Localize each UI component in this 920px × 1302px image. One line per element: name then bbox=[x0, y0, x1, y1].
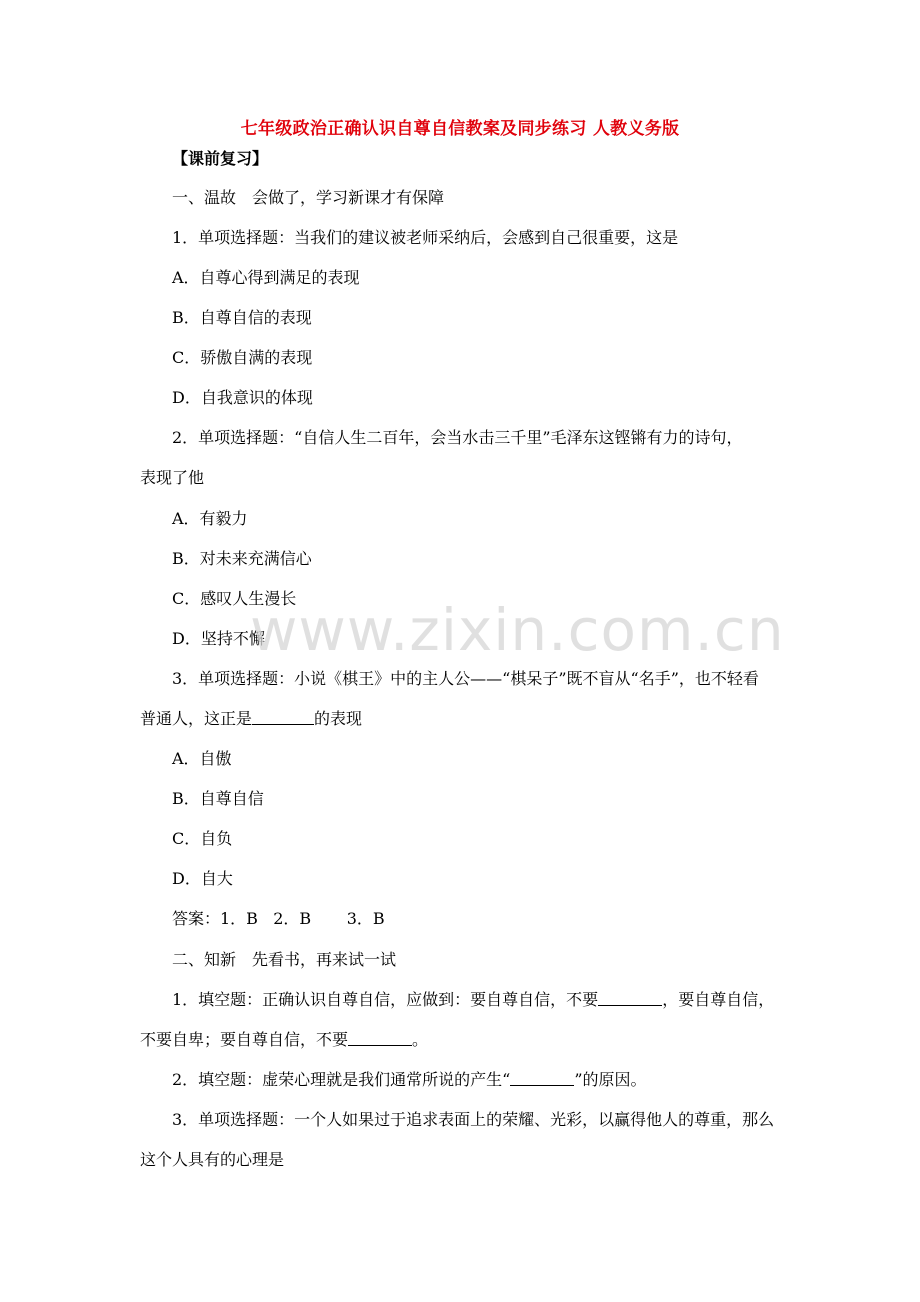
q1-option-a: A．自尊心得到满足的表现 bbox=[172, 268, 360, 287]
q3-stem-line2 bbox=[140, 708, 362, 730]
fill1-blank-1[interactable] bbox=[598, 989, 662, 1006]
q1-stem: 1．单项选择题：当我们的建议被老师采纳后，会感到自己很重要，这是 bbox=[172, 228, 679, 247]
watermark-text: www.zixin.com.cn bbox=[250, 596, 785, 664]
answer-key: 答案：1．B 2．B 3．B bbox=[172, 909, 385, 928]
part1-heading: 一、温故 会做了，学习新课才有保障 bbox=[172, 188, 445, 207]
q2-stem-line1: 2．单项选择题：“自信人生二百年，会当水击三千里”毛泽东这铿锵有力的诗句， bbox=[172, 428, 743, 447]
q4-stem-line2: 这个人具有的心理是 bbox=[140, 1150, 285, 1169]
part2-heading: 二、知新 先看书，再来试一试 bbox=[172, 950, 397, 969]
q2-stem-line2: 表现了他 bbox=[140, 468, 205, 487]
fill1-blank-2[interactable] bbox=[348, 1029, 412, 1046]
fill1-line2 bbox=[140, 1029, 428, 1051]
fill2-blank[interactable] bbox=[510, 1069, 574, 1086]
q2-option-a: A．有毅力 bbox=[172, 509, 248, 528]
section-header: 【课前复习】 bbox=[172, 149, 269, 168]
document-title: 七年级政治正确认识自尊自信教案及同步练习 人教义务版 bbox=[240, 119, 680, 139]
fill1-line2-post: 。 bbox=[412, 1030, 429, 1049]
q3-option-b: B．自尊自信 bbox=[172, 789, 264, 808]
q1-option-b: B．自尊自信的表现 bbox=[172, 308, 312, 327]
q1-option-c: C．骄傲自满的表现 bbox=[172, 348, 313, 367]
q2-option-c: C．感叹人生漫长 bbox=[172, 589, 297, 608]
fill2-text-post: ”的原因。 bbox=[574, 1070, 647, 1089]
fill1-line2-pre: 不要自卑；要自尊自信，不要 bbox=[140, 1030, 349, 1049]
q3-stem-line1: 3．单项选择题：小说《棋王》中的主人公——“棋呆子”既不盲从“名手”，也不轻看 bbox=[172, 669, 759, 688]
fill1-text-pre: 1．填空题：正确认识自尊自信，应做到：要自尊自信，不要 bbox=[172, 990, 599, 1009]
fill1-text-post: ，要自尊自信， bbox=[662, 990, 775, 1009]
q4-stem-line1: 3．单项选择题：一个人如果过于追求表面上的荣耀、光彩，以赢得他人的尊重，那么 bbox=[172, 1110, 775, 1129]
q1-option-d: D．自我意识的体现 bbox=[172, 388, 313, 407]
q3-option-c: C．自负 bbox=[172, 829, 233, 848]
q3-stem-pre: 普通人，这正是 bbox=[140, 709, 253, 728]
q3-option-d: D．自大 bbox=[172, 869, 233, 888]
q3-option-a: A．自傲 bbox=[172, 749, 232, 768]
fill1-line1 bbox=[172, 989, 774, 1011]
q3-answer-blank[interactable] bbox=[252, 708, 314, 725]
q2-option-d: D．坚持不懈 bbox=[172, 629, 265, 648]
q3-stem-post: 的表现 bbox=[314, 709, 363, 728]
fill2-text-pre: 2．填空题：虚荣心理就是我们通常所说的产生“ bbox=[172, 1070, 511, 1089]
q2-option-b: B．对未来充满信心 bbox=[172, 549, 312, 568]
fill2-line bbox=[172, 1069, 647, 1091]
